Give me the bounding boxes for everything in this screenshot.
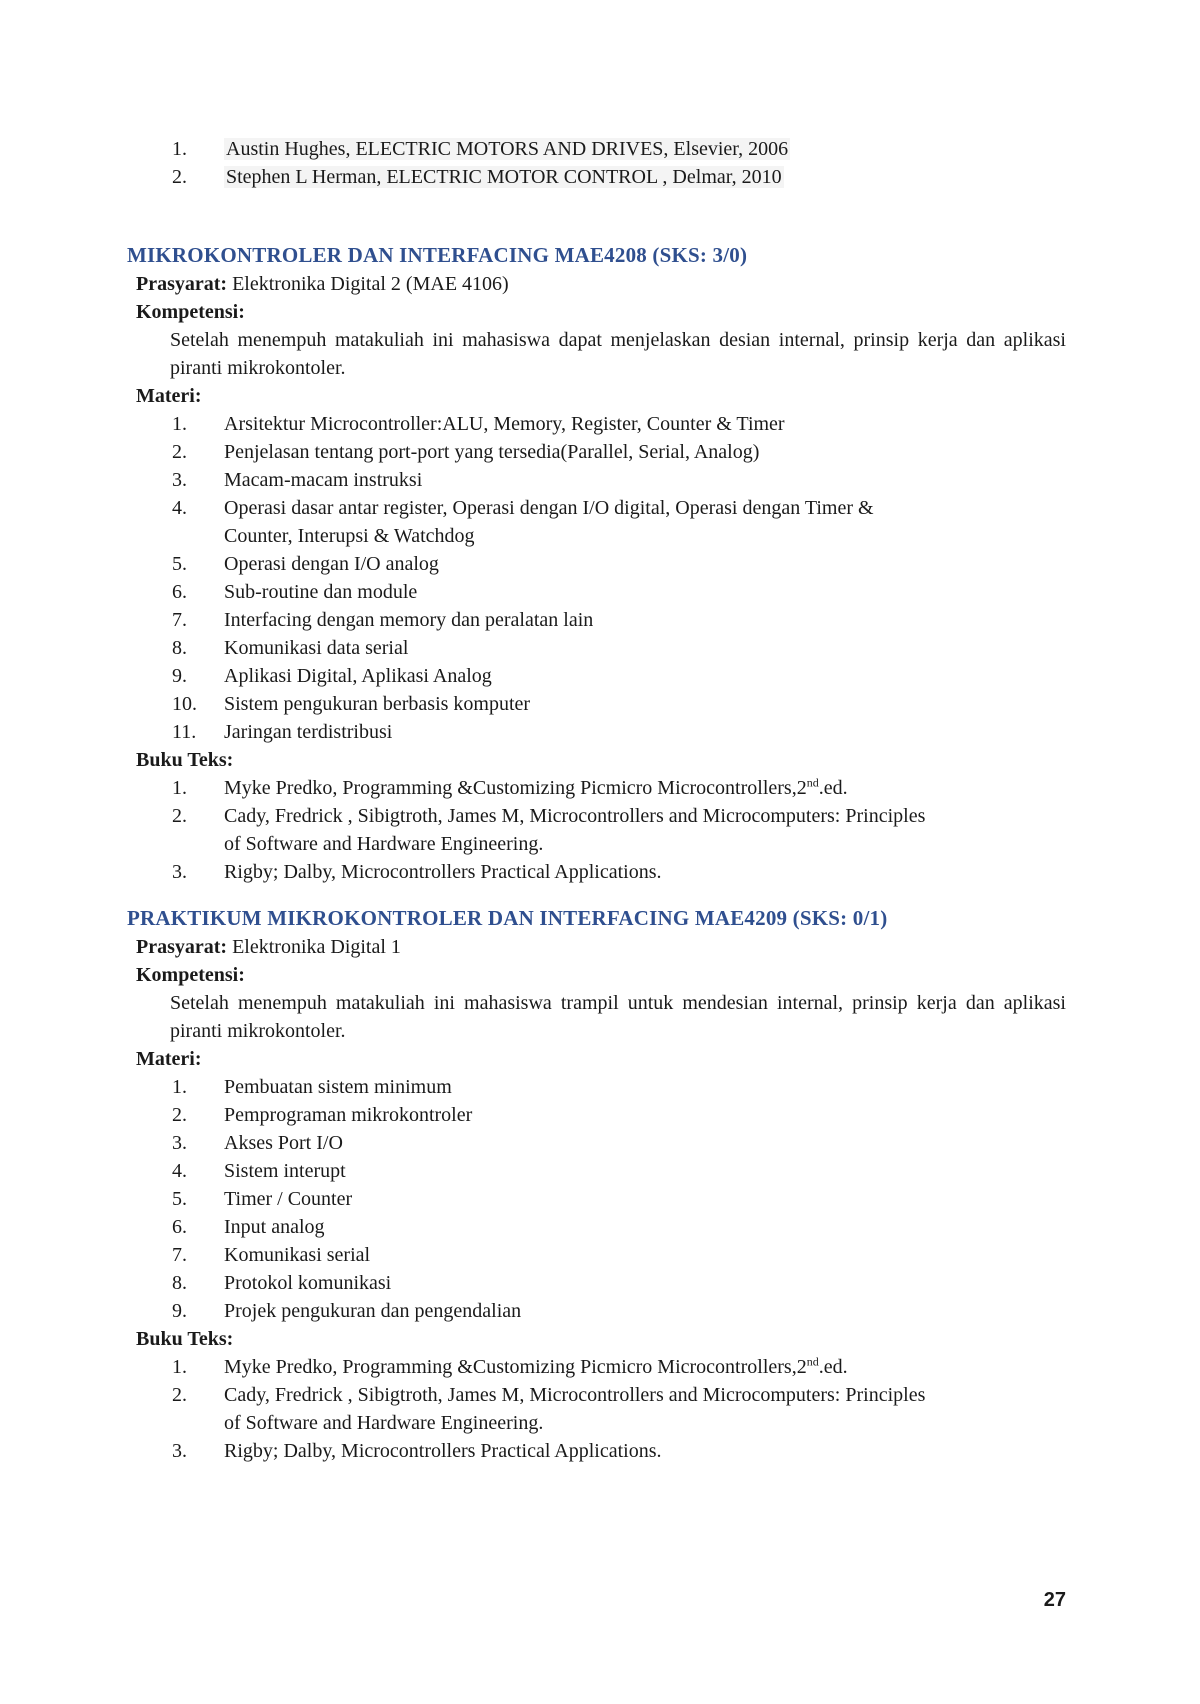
list-text: Pembuatan sistem minimum [224, 1076, 452, 1098]
list-text: Rigby; Dalby, Microcontrollers Practical Applications. [224, 1440, 662, 1462]
list-number: 4. [172, 1160, 187, 1182]
kompetensi-line [136, 298, 1200, 326]
prasyarat-line [136, 270, 1200, 298]
list-item [0, 774, 1200, 802]
list-item [0, 858, 1200, 886]
kompetensi-label: Kompetensi: [136, 964, 245, 986]
list-number: 1. [172, 413, 187, 435]
list-item [0, 1353, 1200, 1381]
list-item [0, 662, 1200, 690]
list-text: Sistem interupt [224, 1160, 346, 1182]
list-number: 7. [172, 1244, 187, 1266]
materi-label: Materi: [136, 385, 202, 407]
list-text: Myke Predko, Programming &Customizing Picmicro Microcontrollers,2 [224, 1356, 807, 1378]
prasyarat-label: Prasyarat: [136, 273, 228, 295]
list-text: Komunikasi data serial [224, 637, 409, 659]
list-text: Operasi dasar antar register, Operasi dengan I/O digital, Operasi dengan Timer & Counter, Interupsi & Watchdog [224, 497, 874, 547]
list-number: 11. [172, 721, 197, 743]
list-text: Jaringan terdistribusi [224, 721, 393, 743]
list-text: Aplikasi Digital, Aplikasi Analog [224, 665, 492, 687]
list-number: 6. [172, 581, 187, 603]
kompetensi-line [136, 961, 1200, 989]
list-number: 1. [172, 1076, 187, 1098]
list-number: 10. [172, 693, 197, 715]
list-item [0, 135, 1200, 163]
list-item [0, 1297, 1200, 1325]
list-text: Arsitektur Microcontroller:ALU, Memory, Register, Counter & Timer [224, 413, 785, 435]
list-text: Timer / Counter [224, 1188, 353, 1210]
list-item [0, 718, 1200, 746]
list-text: Sub-routine dan module [224, 581, 418, 603]
list-text: Austin Hughes, ELECTRIC MOTORS AND DRIVES, Elsevier, 2006 [226, 138, 789, 160]
prasyarat-value: Elektronika Digital 1 [232, 936, 401, 958]
list-item [0, 1073, 1200, 1101]
kompetensi-text: Setelah menempuh matakuliah ini mahasiswa dapat menjelaskan desian internal, prinsip kerja dan aplikasi piranti mikrokontoler. [170, 329, 1066, 379]
list-text: Myke Predko, Programming &Customizing Picmicro Microcontrollers,2 [224, 777, 807, 799]
list-item [0, 438, 1200, 466]
list-number: 5. [172, 1188, 187, 1210]
list-item [0, 1213, 1200, 1241]
list-number: 5. [172, 553, 187, 575]
list-number: 3. [172, 469, 187, 491]
list-text: Interfacing dengan memory dan peralatan lain [224, 609, 594, 631]
list-number: 8. [172, 637, 187, 659]
list-text: Cady, Fredrick , Sibigtroth, James M, Microcontrollers and Microcomputers: Principles of Software and Hardware Engineering. [224, 805, 926, 855]
buku-teks-label: Buku Teks: [136, 1328, 234, 1350]
list-text: Operasi dengan I/O analog [224, 553, 439, 575]
materi-line [136, 1045, 1200, 1073]
list-number: 2. [172, 166, 187, 188]
list-number: 2. [172, 1104, 187, 1126]
list-text: Protokol komunikasi [224, 1272, 392, 1294]
materi-line [136, 382, 1200, 410]
kompetensi-label: Kompetensi: [136, 301, 245, 323]
section-title: MIKROKONTROLER DAN INTERFACING MAE4208 (SKS: 3/0) [127, 243, 748, 267]
list-number: 4. [172, 497, 187, 519]
buku-teks-line [136, 746, 1200, 774]
list-text: Projek pengukuran dan pengendalian [224, 1300, 522, 1322]
kompetensi-text: Setelah menempuh matakuliah ini mahasiswa trampil untuk mendesian internal, prinsip kerja dan aplikasi piranti mikrokontoler. [170, 992, 1066, 1042]
list-text: Stephen L Herman, ELECTRIC MOTOR CONTROL , Delmar, 2010 [226, 166, 782, 188]
list-item [0, 1241, 1200, 1269]
list-item [0, 163, 1200, 191]
buku-teks-label: Buku Teks: [136, 749, 234, 771]
list-text: Cady, Fredrick , Sibigtroth, James M, Microcontrollers and Microcomputers: Principles of Software and Hardware Engineering. [224, 1384, 926, 1434]
list-number: 8. [172, 1272, 187, 1294]
list-text: Akses Port I/O [224, 1132, 343, 1154]
list-number: 1. [172, 138, 187, 160]
list-number: 9. [172, 665, 187, 687]
list-item [0, 690, 1200, 718]
list-item [0, 1129, 1200, 1157]
list-number: 2. [172, 1384, 187, 1406]
buku-teks-list [0, 774, 1200, 886]
list-number: 2. [172, 805, 187, 827]
list-number: 3. [172, 1132, 187, 1154]
list-number: 1. [172, 777, 187, 799]
list-item [0, 1157, 1200, 1185]
page-number: 27 [1043, 1589, 1066, 1611]
materi-list [0, 1073, 1200, 1325]
list-number: 1. [172, 1356, 187, 1378]
list-item [0, 634, 1200, 662]
list-item [0, 802, 940, 858]
list-item [0, 466, 1200, 494]
materi-list [0, 410, 1200, 746]
buku-teks-line [136, 1325, 1200, 1353]
list-item [0, 578, 1200, 606]
list-text: Pemprograman mikrokontroler [224, 1104, 473, 1126]
section-title: PRAKTIKUM MIKROKONTROLER DAN INTERFACING MAE4209 (SKS: 0/1) [127, 906, 888, 930]
list-number: 3. [172, 861, 187, 883]
list-text: Rigby; Dalby, Microcontrollers Practical Applications. [224, 861, 662, 883]
list-item [0, 1269, 1200, 1297]
list-item [0, 1381, 940, 1437]
list-item [0, 550, 1200, 578]
list-number: 2. [172, 441, 187, 463]
prasyarat-line [136, 933, 1200, 961]
list-number: 7. [172, 609, 187, 631]
previous-references-list [0, 135, 1200, 191]
list-item [0, 410, 1200, 438]
course-section-praktikum [0, 903, 1200, 1465]
superscript: nd [806, 775, 819, 790]
list-text: Input analog [224, 1216, 325, 1238]
buku-teks-list [0, 1353, 1200, 1465]
list-item [0, 606, 1200, 634]
list-number: 3. [172, 1440, 187, 1462]
list-text-tail: .ed. [818, 777, 848, 799]
list-text: Komunikasi serial [224, 1244, 371, 1266]
list-number: 9. [172, 1300, 187, 1322]
list-number: 6. [172, 1216, 187, 1238]
course-section-mikrokontroler [0, 240, 1200, 886]
superscript: nd [806, 1354, 819, 1369]
list-text: Macam-macam instruksi [224, 469, 423, 491]
list-item [0, 494, 940, 550]
list-item [0, 1437, 1200, 1465]
materi-label: Materi: [136, 1048, 202, 1070]
list-text: Penjelasan tentang port-port yang tersedia(Parallel, Serial, Analog) [224, 441, 760, 463]
list-item [0, 1185, 1200, 1213]
list-text-tail: .ed. [818, 1356, 848, 1378]
list-item [0, 1101, 1200, 1129]
list-text: Sistem pengukuran berbasis komputer [224, 693, 531, 715]
prasyarat-label: Prasyarat: [136, 936, 228, 958]
prasyarat-value: Elektronika Digital 2 (MAE 4106) [232, 273, 509, 295]
